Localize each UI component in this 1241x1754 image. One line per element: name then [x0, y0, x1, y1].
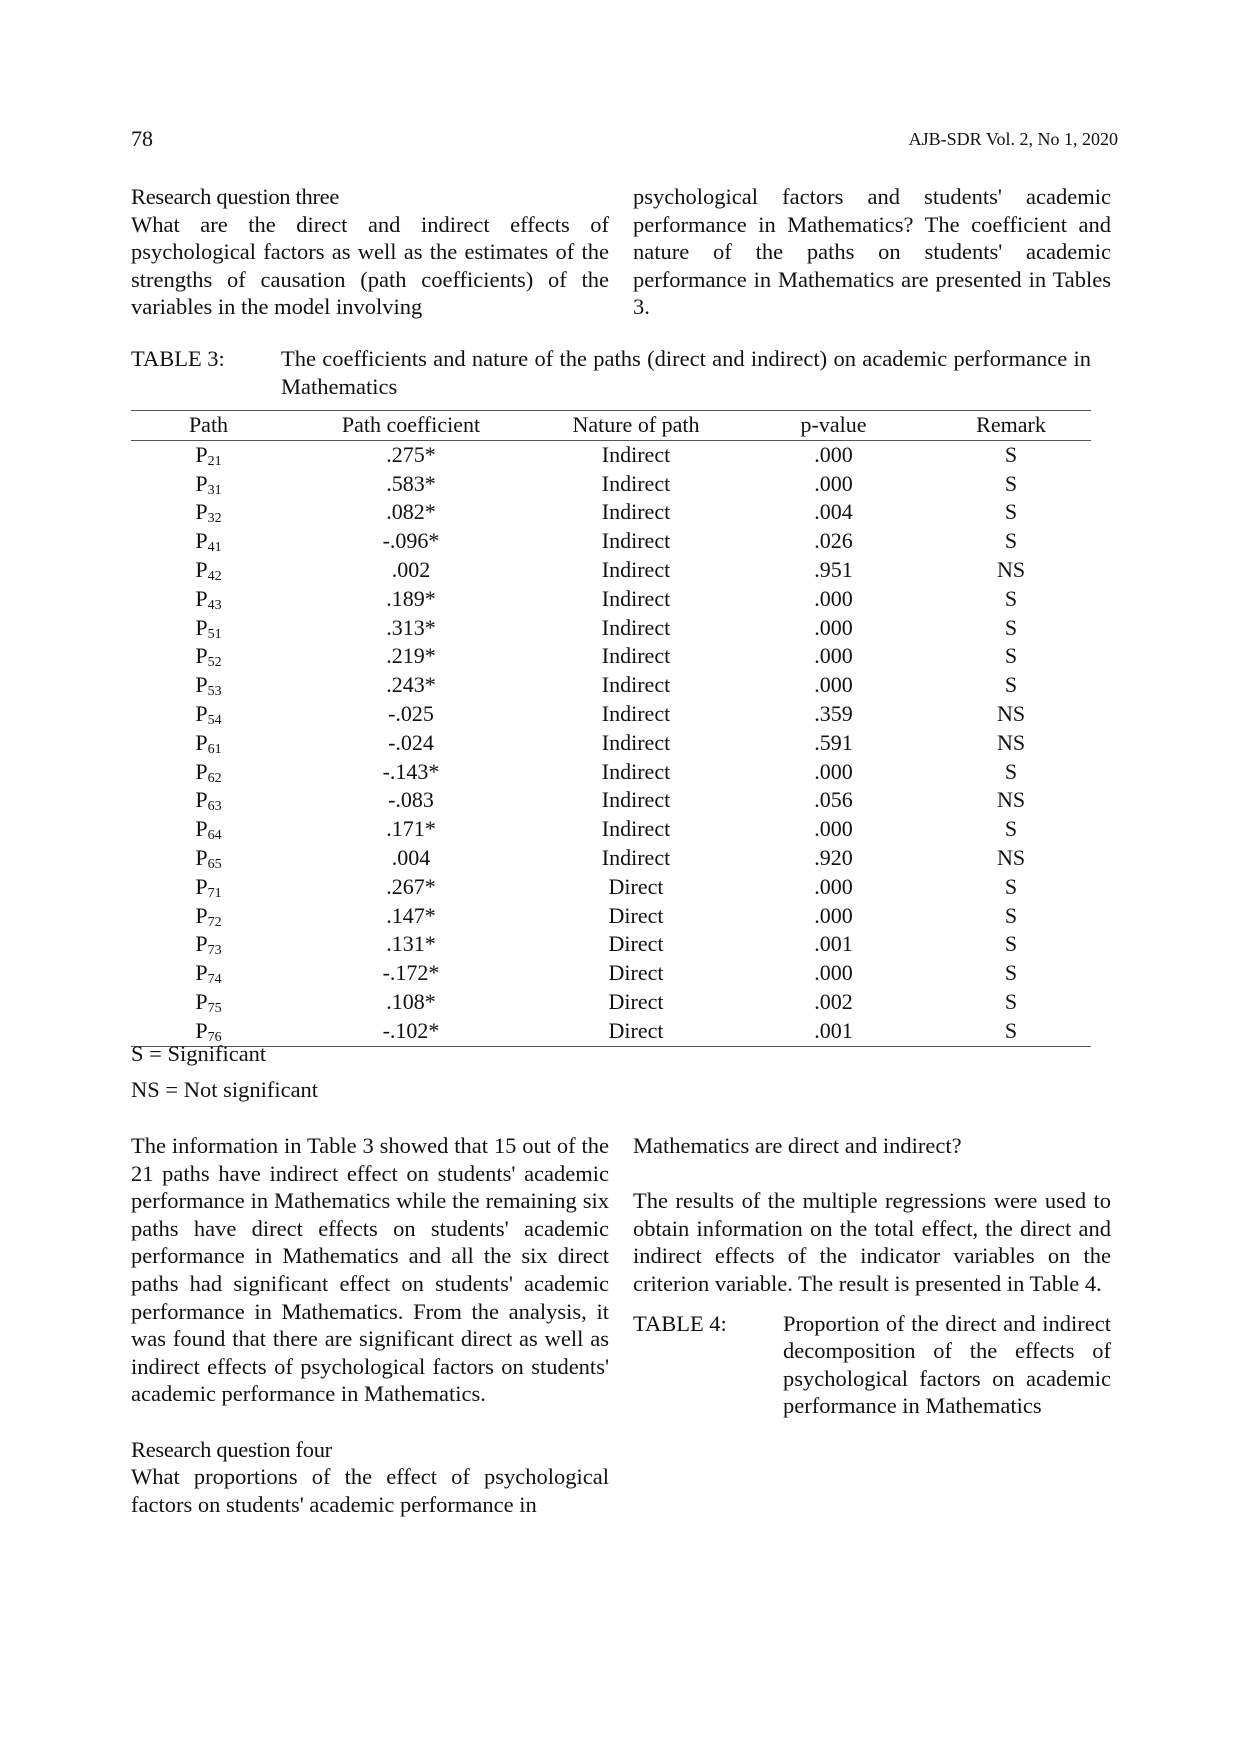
cell-nature-of-path: Direct — [608, 873, 664, 899]
cell-remark: S — [1004, 470, 1018, 496]
table3-body — [131, 440, 1091, 1046]
rq3-question-part2: psychological factors and students' academic performance in Mathematics? The coefficient and nature of the paths on students' academic performance in Mathematics are presented in Tables 3. — [633, 184, 1111, 320]
rq4-heading: Research question four — [131, 1436, 332, 1462]
rq3-heading: Research question three — [131, 184, 340, 209]
path-subscript: 31 — [207, 482, 222, 498]
cell-p-value: .056 — [814, 787, 853, 813]
cell-remark: S — [1004, 614, 1018, 640]
cell-p-value: .001 — [814, 931, 853, 957]
cell-nature-of-path: Indirect — [601, 441, 671, 467]
cell-path-coefficient: -.096* — [382, 528, 440, 554]
path-subscript: 51 — [207, 626, 222, 642]
path-subscript: 53 — [207, 684, 222, 700]
cell-path-coefficient: -.172* — [382, 960, 440, 986]
cell-p-value: .002 — [814, 988, 853, 1014]
path-subscript: 52 — [207, 655, 222, 671]
cell-p-value: .591 — [814, 729, 853, 755]
path-symbol: P — [195, 758, 208, 784]
cell-nature-of-path: Indirect — [601, 672, 671, 698]
left-column-top — [131, 183, 609, 321]
path-symbol: P — [195, 816, 208, 842]
cell-remark: NS — [996, 729, 1026, 755]
table-header-row — [131, 411, 1091, 441]
cell-path-coefficient: .082* — [386, 499, 436, 525]
spacer — [633, 1160, 1111, 1188]
cell-p-value: .359 — [814, 700, 853, 726]
cell-p-value: .001 — [736, 1017, 931, 1046]
path-subscript: 64 — [207, 828, 222, 844]
cell-nature-of-path: Direct — [536, 1017, 736, 1046]
cell-path — [131, 959, 286, 988]
cell-nature-of-path: Indirect — [601, 787, 671, 813]
cell-nature-of-path: Indirect — [601, 700, 671, 726]
cell-nature-of-path: Indirect — [601, 729, 671, 755]
path-subscript: 21 — [207, 453, 222, 469]
cell-p-value: .000 — [814, 873, 853, 899]
cell-path — [131, 700, 286, 729]
cell-remark: S — [1004, 960, 1018, 986]
path-subscript: 54 — [207, 712, 222, 728]
cell-p-value: .000 — [814, 441, 853, 467]
path-symbol: P — [195, 873, 208, 899]
cell-nature-of-path: Direct — [608, 902, 664, 928]
cell-nature-of-path: Indirect — [601, 816, 671, 842]
cell-path — [131, 815, 286, 844]
cell-path — [131, 988, 286, 1017]
cell-path-coefficient: .147* — [386, 902, 436, 928]
cell-path-coefficient: .313* — [386, 614, 436, 640]
table-row — [131, 498, 1091, 527]
table-row — [131, 930, 1091, 959]
cell-path — [131, 758, 286, 787]
path-subscript: 65 — [207, 856, 222, 872]
path-symbol: P — [195, 643, 208, 669]
table-row — [131, 815, 1091, 844]
cell-path-coefficient: .583* — [386, 470, 436, 496]
table3-label: TABLE 3: — [131, 346, 225, 371]
cell-path — [131, 671, 286, 700]
table-row — [131, 440, 1091, 469]
column-header-path-coefficient: Path coefficient — [286, 411, 536, 441]
cell-remark: S — [1004, 873, 1018, 899]
cell-path-coefficient: -.025 — [388, 700, 434, 726]
table-row — [131, 758, 1091, 787]
cell-remark: S — [1004, 816, 1018, 842]
table-row — [131, 642, 1091, 671]
cell-path-coefficient: .189* — [386, 585, 436, 611]
table3-container — [131, 410, 1091, 1047]
column-header-p-value: p-value — [736, 411, 931, 441]
left-column-bottom — [131, 1132, 609, 1518]
path-symbol: P — [195, 556, 208, 582]
cell-p-value: .000 — [814, 643, 853, 669]
path-symbol: P — [195, 441, 208, 467]
cell-nature-of-path: Indirect — [601, 758, 671, 784]
cell-p-value: .000 — [814, 960, 853, 986]
table3-legend — [131, 1040, 318, 1112]
path-symbol: P — [195, 585, 208, 611]
cell-path-coefficient: -.083 — [388, 787, 434, 813]
cell-path-coefficient: .243* — [386, 672, 436, 698]
cell-remark: S — [1004, 499, 1018, 525]
path-symbol: P — [195, 931, 208, 957]
path-symbol: P — [195, 672, 208, 698]
cell-path-coefficient: .002 — [391, 556, 431, 582]
cell-remark: S — [1004, 643, 1018, 669]
page-number: 78 — [131, 126, 153, 151]
right-column-bottom — [633, 1132, 1111, 1450]
path-symbol: P — [195, 960, 208, 986]
path-subscript: 62 — [207, 770, 222, 786]
table4-title: Proportion of the direct and indirect decomposition of the effects of psychological factors on academic performance in Mathematics — [783, 1310, 1111, 1419]
cell-nature-of-path: Direct — [608, 931, 664, 957]
cell-remark: NS — [996, 700, 1026, 726]
cell-remark: S — [1004, 758, 1018, 784]
cell-path — [131, 902, 286, 931]
cell-nature-of-path: Indirect — [601, 844, 671, 870]
cell-remark: S — [1004, 441, 1018, 467]
cell-path — [131, 844, 286, 873]
rq4-question-part1: What proportions of the effect of psychological factors on students' academic performance in — [131, 1464, 609, 1517]
cell-remark: S — [1004, 672, 1018, 698]
cell-path — [131, 470, 286, 499]
cell-p-value: .000 — [814, 614, 853, 640]
cell-path — [131, 585, 286, 614]
table-row — [131, 556, 1091, 585]
table4-caption — [633, 1310, 1111, 1450]
table4-label: TABLE 4: — [633, 1310, 727, 1336]
cell-remark: S — [1004, 931, 1018, 957]
table-row — [131, 470, 1091, 499]
cell-remark: S — [1004, 585, 1018, 611]
cell-path — [131, 729, 286, 758]
path-subscript: 41 — [207, 540, 222, 556]
cell-remark: S — [931, 1017, 1091, 1046]
cell-p-value: .026 — [814, 528, 853, 554]
path-symbol: P — [195, 614, 208, 640]
path-symbol: P — [195, 700, 208, 726]
cell-path-coefficient: .004 — [391, 844, 431, 870]
rq4-question-part2: Mathematics are direct and indirect? — [633, 1133, 962, 1158]
cell-path-coefficient: -.143* — [382, 758, 440, 784]
table-row — [131, 988, 1091, 1017]
cell-nature-of-path: Indirect — [601, 499, 671, 525]
path-subscript: 72 — [207, 914, 222, 930]
table-row — [131, 729, 1091, 758]
table-row — [131, 671, 1091, 700]
table-row — [131, 873, 1091, 902]
results-paragraph: The results of the multiple regressions were used to obtain information on the total effect, the direct and indirect effects of the indicator variables on the criterion variable. The result is presented in Table 4. — [633, 1188, 1111, 1296]
cell-path-coefficient: .267* — [386, 873, 436, 899]
cell-remark: S — [1004, 988, 1018, 1014]
table3 — [131, 410, 1091, 1047]
cell-p-value: .000 — [814, 585, 853, 611]
cell-p-value: .951 — [814, 556, 853, 582]
path-symbol: P — [195, 988, 208, 1014]
table-row — [131, 527, 1091, 556]
cell-remark: NS — [996, 844, 1026, 870]
cell-p-value: .000 — [814, 672, 853, 698]
cell-path-coefficient: .275* — [386, 441, 436, 467]
table-row — [131, 700, 1091, 729]
cell-path — [131, 527, 286, 556]
cell-path-coefficient: .171* — [386, 816, 436, 842]
spacer — [131, 1408, 609, 1436]
cell-remark: NS — [996, 556, 1026, 582]
cell-nature-of-path: Indirect — [601, 556, 671, 582]
legend-significant: S = Significant — [131, 1041, 267, 1066]
cell-path — [131, 440, 286, 469]
legend-not-significant: NS = Not significant — [131, 1077, 319, 1102]
running-head: AJB-SDR Vol. 2, No 1, 2020 — [908, 129, 1118, 149]
path-symbol: P — [195, 528, 208, 554]
cell-nature-of-path: Direct — [608, 960, 664, 986]
cell-p-value: .004 — [814, 499, 853, 525]
column-header-remark: Remark — [931, 411, 1091, 441]
cell-nature-of-path: Direct — [608, 988, 664, 1014]
path-subscript: 75 — [207, 1000, 222, 1016]
path-symbol: P — [195, 729, 208, 755]
cell-path — [131, 642, 286, 671]
cell-p-value: .000 — [814, 470, 853, 496]
cell-path — [131, 614, 286, 643]
discussion-paragraph: The information in Table 3 showed that 15 out of the 21 paths have indirect effect on students' academic performance in Mathematics while the remaining six paths have direct effects on students' academic performance in Mathematics and all the six direct paths had significant effect on students' academic performance in Mathematics. From the analysis, it was found that there are significant direct as well as indirect effects of psychological factors on students' academic performance in Mathematics. — [131, 1133, 609, 1407]
table3-title: The coefficients and nature of the paths (direct and indirect) on academic performance in Mathematics — [281, 346, 1091, 399]
cell-path — [131, 873, 286, 902]
path-subscript: 43 — [207, 597, 222, 613]
path-subscript: 32 — [207, 511, 222, 527]
path-subscript: 42 — [207, 568, 222, 584]
path-subscript: 61 — [207, 741, 222, 757]
cell-path — [131, 556, 286, 585]
column-header-path: Path — [131, 411, 286, 441]
right-column-top — [633, 183, 1111, 321]
path-subscript: 76 — [207, 1029, 222, 1045]
table-row — [131, 844, 1091, 873]
path-symbol: P — [195, 499, 208, 525]
cell-path — [131, 498, 286, 527]
cell-p-value: .000 — [814, 902, 853, 928]
cell-remark: NS — [996, 787, 1026, 813]
cell-path-coefficient: .131* — [386, 931, 436, 957]
path-subscript: 71 — [207, 885, 222, 901]
cell-nature-of-path: Indirect — [601, 614, 671, 640]
path-subscript: 74 — [207, 972, 222, 988]
cell-path-coefficient: .219* — [386, 643, 436, 669]
cell-path-coefficient: -.024 — [388, 729, 434, 755]
cell-p-value: .920 — [814, 844, 853, 870]
cell-nature-of-path: Indirect — [601, 643, 671, 669]
rq3-question-part1: What are the direct and indirect effects of psychological factors as well as the estimates of the strengths of causation (path coefficients) of the variables in the model involving — [131, 211, 609, 320]
path-symbol: P — [195, 902, 208, 928]
cell-remark: S — [1004, 528, 1018, 554]
path-symbol: P — [195, 787, 208, 813]
table-row — [131, 902, 1091, 931]
cell-p-value: .000 — [814, 758, 853, 784]
path-symbol: P — [195, 470, 208, 496]
table-row — [131, 614, 1091, 643]
path-symbol: P — [195, 1017, 208, 1043]
path-subscript: 73 — [207, 943, 222, 959]
cell-nature-of-path: Indirect — [601, 470, 671, 496]
path-subscript: 63 — [207, 799, 222, 815]
table-row — [131, 786, 1091, 815]
cell-path-coefficient: -.102* — [286, 1017, 536, 1046]
table-row — [131, 585, 1091, 614]
cell-nature-of-path: Indirect — [601, 585, 671, 611]
cell-path-coefficient: .108* — [386, 988, 436, 1014]
cell-nature-of-path: Indirect — [601, 528, 671, 554]
path-symbol: P — [195, 844, 208, 870]
cell-remark: S — [1004, 902, 1018, 928]
column-header-nature-of-path: Nature of path — [536, 411, 736, 441]
cell-p-value: .000 — [814, 816, 853, 842]
cell-path — [131, 930, 286, 959]
cell-path — [131, 786, 286, 815]
table-row — [131, 959, 1091, 988]
